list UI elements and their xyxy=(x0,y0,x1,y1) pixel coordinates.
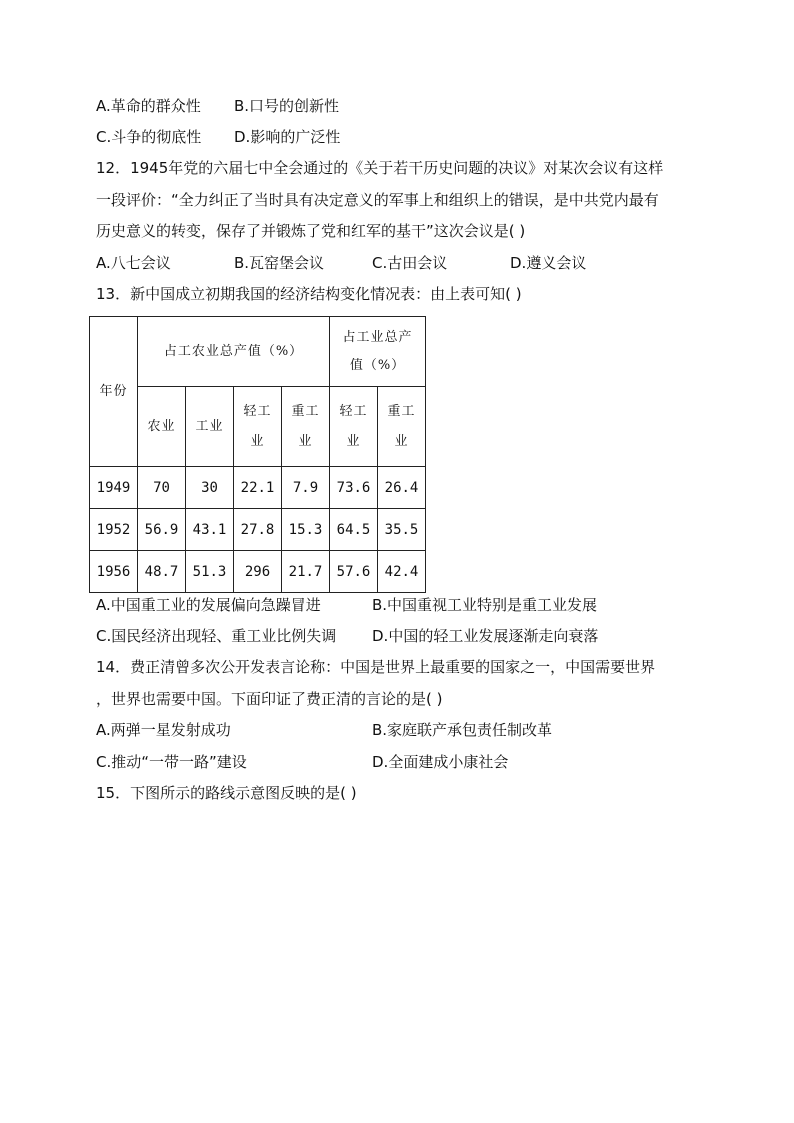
q14-stem-line1: 14．费正清曾多次公开发表言论称：中国是世界上最重要的国家之一，中国需要世界 xyxy=(96,658,656,676)
subheader-heavy-industry-2-line1: 重工 xyxy=(387,403,416,419)
q13-option-c: C.国民经济出现轻、重工业比例失调 xyxy=(96,627,337,645)
table-cell-year: 1949 xyxy=(90,467,138,509)
table-cell: 27.8 xyxy=(234,509,282,551)
q14-option-c: C.推动“一带一路”建设 xyxy=(96,753,247,771)
table-row xyxy=(90,509,426,551)
table-cell: 42.4 xyxy=(378,551,426,593)
table-header-agri-industry-output: 占工农业总产值（%） xyxy=(138,317,330,387)
q13-stem: 13．新中国成立初期我国的经济结构变化情况表：由上表可知( ) xyxy=(96,285,522,303)
table-header-industry-output xyxy=(330,317,426,387)
subheader-heavy-industry-1-line1: 重工 xyxy=(291,403,320,419)
q15-stem: 15．下图所示的路线示意图反映的是( ) xyxy=(96,784,357,802)
table-cell: 43.1 xyxy=(186,509,234,551)
table-cell: 22.1 xyxy=(234,467,282,509)
table-cell: 48.7 xyxy=(138,551,186,593)
table-cell: 70 xyxy=(138,467,186,509)
subheader-light-industry-1-line2: 业 xyxy=(250,433,265,449)
q11-option-a: A.革命的群众性 xyxy=(96,97,201,115)
q12-option-c: C.古田会议 xyxy=(372,254,448,272)
table-cell: 57.6 xyxy=(330,551,378,593)
q11-option-c: C.斗争的彻底性 xyxy=(96,128,202,146)
table-cell: 73.6 xyxy=(330,467,378,509)
table-cell: 30 xyxy=(186,467,234,509)
industry-output-header-line2: 值（%） xyxy=(349,357,406,373)
q13-option-b: B.中国重视工业特别是重工业发展 xyxy=(372,596,598,614)
q14-stem-line2: ，世界也需要中国。下面印证了费正清的言论的是( ) xyxy=(96,690,443,708)
q14-option-d: D.全面建成小康社会 xyxy=(372,753,509,771)
table-cell: 35.5 xyxy=(378,509,426,551)
subheader-light-industry-1 xyxy=(234,387,282,467)
q12-option-a: A.八七会议 xyxy=(96,254,171,272)
table-cell-year: 1956 xyxy=(90,551,138,593)
q14-option-a: A.两弹一星发射成功 xyxy=(96,721,231,739)
industry-output-header-line1: 占工业总产 xyxy=(342,329,413,345)
year-header-text: 年份 xyxy=(99,383,128,399)
table-cell-year: 1952 xyxy=(90,509,138,551)
economic-structure-table xyxy=(89,316,426,593)
subheader-light-industry-1-line1: 轻工 xyxy=(243,403,272,419)
table-row xyxy=(90,551,426,593)
table-cell: 7.9 xyxy=(282,467,330,509)
table-header-year xyxy=(90,317,138,467)
table-cell: 21.7 xyxy=(282,551,330,593)
subheader-heavy-industry-1 xyxy=(282,387,330,467)
q11-option-d: D.影响的广泛性 xyxy=(234,128,341,146)
subheader-industry: 工业 xyxy=(186,387,234,467)
q12-option-b: B.瓦窑堡会议 xyxy=(234,254,325,272)
subheader-heavy-industry-2 xyxy=(378,387,426,467)
subheader-light-industry-2-line2: 业 xyxy=(346,433,361,449)
subheader-light-industry-2 xyxy=(330,387,378,467)
table-cell: 26.4 xyxy=(378,467,426,509)
q13-option-d: D.中国的轻工业发展逐渐走向衰落 xyxy=(372,627,599,645)
q12-stem-line2: 一段评价：“全力纠正了当时具有决定意义的军事上和组织上的错误，是中共党内最有 xyxy=(96,191,659,209)
subheader-heavy-industry-1-line2: 业 xyxy=(298,433,313,449)
table-cell: 15.3 xyxy=(282,509,330,551)
q12-stem-line3: 历史意义的转变，保存了并锻炼了党和红军的基干”这次会议是( ) xyxy=(96,222,526,240)
q11-option-b: B.口号的创新性 xyxy=(234,97,340,115)
table-row xyxy=(90,467,426,509)
table-cell: 56.9 xyxy=(138,509,186,551)
table-cell: 296 xyxy=(234,551,282,593)
table-cell: 64.5 xyxy=(330,509,378,551)
q13-option-a: A.中国重工业的发展偏向急躁冒进 xyxy=(96,596,321,614)
subheader-heavy-industry-2-line2: 业 xyxy=(394,433,409,449)
q12-stem-line1: 12．1945年党的六届七中全会通过的《关于若干历史问题的决议》对某次会议有这样 xyxy=(96,159,664,177)
q14-option-b: B.家庭联产承包责任制改革 xyxy=(372,721,553,739)
table-cell: 51.3 xyxy=(186,551,234,593)
subheader-agriculture: 农业 xyxy=(138,387,186,467)
q12-option-d: D.遵义会议 xyxy=(510,254,587,272)
subheader-light-industry-2-line1: 轻工 xyxy=(339,403,368,419)
